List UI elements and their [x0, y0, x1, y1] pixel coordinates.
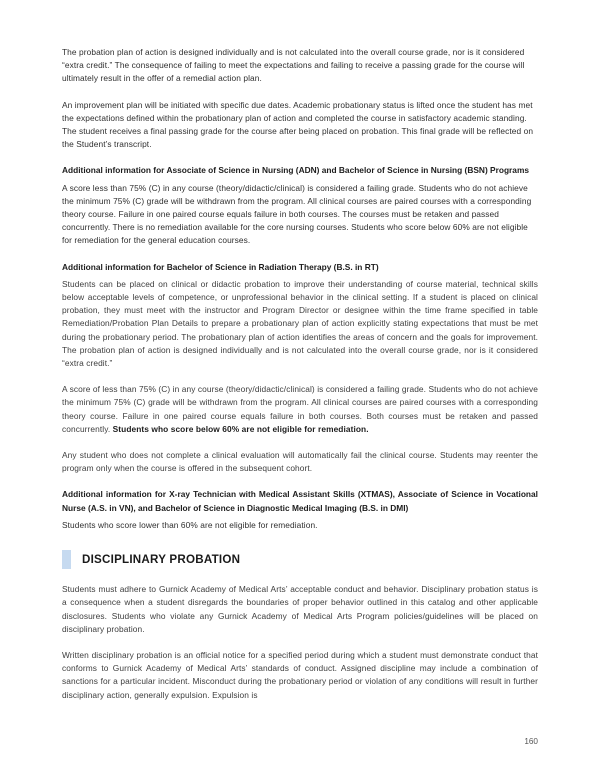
page-number: 160 [524, 737, 538, 746]
accent-bar-icon [62, 550, 71, 569]
heading-radiation-therapy: Additional information for Bachelor of Science in Radiation Therapy (B.S. in RT) [62, 261, 379, 272]
paragraph-disciplinary-conduct: Students must adhere to Gurnick Academy of Medical Arts’ acceptable conduct and behavior. Disciplinary probation status is a consequence when a student disregards the boundaries of proper behavior outlined in this catalog and other applicable disclosures. Students who violate any Gurnick Academy of Medical Arts Program policies/guidelines will be placed on disciplinary probation. [62, 584, 538, 634]
paragraph-clinical-evaluation: Any student who does not complete a clinical evaluation will automatically fail the clinical course. Students may reenter the program only when the course is offered in the subsequent cohort. [62, 450, 538, 474]
paragraph-rt-probation: Students can be placed on clinical or didactic probation to improve their understanding of course material, technical skills below acceptable levels of competence, or unprofessional behavior in the clinical setting. If a student is placed on clinical probation, they must meet with the instructor and Program Director or designee within the time frame specified in table Remediation/Probation Plan Details to prepare a probationary plan of action explicitly stating expectations that must be met during the probationary period. The probationary plan of action identifies the areas of concern and the goals for improvement. The probation plan of action is designed individually and is not calculated into the overall course grade, nor is it considered “extra credit.” [62, 278, 538, 369]
paragraph-probation-plan: The probation plan of action is designed individually and is not calculated into the overall course grade, nor is it considered “extra credit.” The consequence of failing to meet the expectations and failing to receive a passing grade for the course will ultimately result in the offer of a remedial action plan. [62, 47, 525, 84]
paragraph-improvement-plan: An improvement plan will be initiated with specific due dates. Academic probationary status is lifted once the student has met the expectations defined within the probationary plan of action and completed the course in satisfactory academic standing. The student receives a final passing grade for the course after being placed on probation. This final grade will be reflected on the Student’s transcript. [62, 99, 534, 150]
paragraph-disciplinary-notice: Written disciplinary probation is an official notice for a specified period during which a student must demonstrate conduct that conforms to Gurnick Academy of Medical Arts’ standards of conduct. Assigned discipline may include a combination of sanctions for a particular incident. Misconduct during the probationary period or violation of any conditions will result in further disciplinary action, generally expulsion. Expulsion is [62, 649, 538, 700]
paragraph-rt-score [62, 383, 538, 436]
paragraph-rt-score-text: A score of less than 75% (C) in any course (theory/didactic/clinical) is considered a failing grade. Students who do not achieve the minimum 75% (C) grade will be withdrawn from the program. All clinical courses are paired courses with a corresponding theory course. Failure in one paired course equals failure in both courses. Both courses must be retaken and passed concurrently. [62, 384, 538, 434]
paragraph-xtmas-remediation: Students who score lower than 60% are not eligible for remediation. [62, 519, 318, 530]
paragraph-rt-score-emphasis: Students who score below 60% are not eligible for remediation. [112, 423, 369, 434]
page-content [62, 46, 538, 715]
heading-adn-bsn: Additional information for Associate of Science in Nursing (ADN) and Bachelor of Science in Nursing (BSN) Programs [62, 165, 530, 176]
section-title-text: DISCIPLINARY PROBATION [82, 553, 241, 567]
section-heading-disciplinary-probation [62, 550, 538, 569]
paragraph-adn-bsn: A score less than 75% (C) in any course (theory/didactic/clinical) is considered a failing grade. Students who do not achieve the minimum 75% (C) grade will be withdrawn from the program. All clinical courses are paired courses with a corresponding theory course. Failure in one paired course equals failure in both courses. The courses must be retaken and passed concurrently. There is no remediation available for the core nursing courses. Students who score below 60% are not eligible for remediation for the general education courses. [62, 182, 532, 246]
heading-xtmas-vn-dmi: Additional information for X-ray Technician with Medical Assistant Skills (XTMAS), Associate of Science in Vocational Nurse (A.S. in VN), and Bachelor of Science in Diagnostic Medical Imaging (B.S. in DMI) [62, 489, 538, 513]
